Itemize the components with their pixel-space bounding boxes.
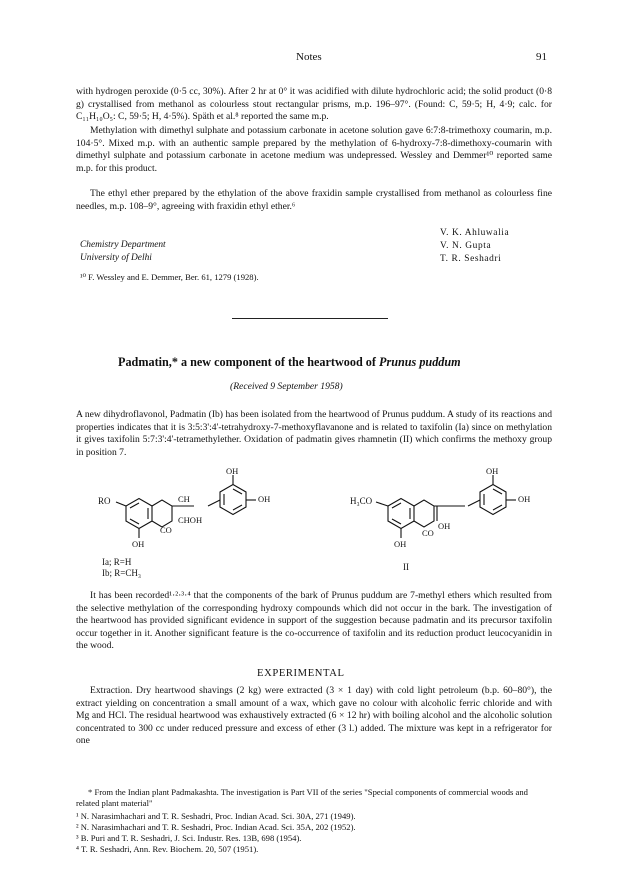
affiliation-university: University of Delhi bbox=[80, 253, 152, 263]
structure-I-choh: CHOH bbox=[178, 515, 203, 525]
structure-I-co: CO bbox=[160, 525, 172, 535]
structure-I-oh-bottom: OH bbox=[132, 539, 145, 549]
footnote-1: ¹ N. Narasimhachari and T. R. Seshadri, Proc. Indian Acad. Sci. 30A, 271 (1949). bbox=[76, 811, 356, 821]
footnote-4: ⁴ T. R. Seshadri, Ann. Rev. Biochem. 20, 507 (1951). bbox=[76, 844, 259, 854]
footnote-3: ³ B. Puri and T. R. Seshadri, J. Sci. Industr. Res. 13B, 698 (1954). bbox=[76, 833, 302, 843]
prev-note-paragraph-3: The ethyl ether prepared by the ethylation of the above fraxidin sample crystallised from methanol as colourless fine needles, m.p. 108–9°, agreeing with fraxidin ethyl ether.⁶ bbox=[76, 188, 552, 212]
structure-II-h3co: H₃CO bbox=[350, 496, 373, 506]
structure-I-label-a: Ia; R=H bbox=[102, 557, 132, 567]
extraction-paragraph: Extraction. Dry heartwood shavings (2 kg) were extracted (3 × 1 day) with cold light petroleum (b.p. 60–80°), the extract yielding on concentration a small amount of a wax, which gave no colour with alcoholic ferric chloride and with Mg and HCl. The residual heartwood was exhaustively extracted (6 × 12 hr) with boiling alcohol and the alcoholic solution concentrated to 300 cc under reduced pressure and excess of ether (3 l.) added. The mixture was kept in a refrigerator for one bbox=[76, 685, 552, 747]
author-2: V. N. Gupta bbox=[440, 241, 492, 251]
chemical-structures bbox=[70, 460, 560, 580]
structure-I-oh-right: OH bbox=[258, 494, 271, 504]
structure-I-ro: RO bbox=[98, 496, 111, 506]
structure-I-label-b: Ib; R=CH₃ bbox=[102, 568, 141, 578]
discussion-paragraph: It has been recorded¹·²·³·⁴ that the components of the bark of Prunus puddum are 7-methyl ethers which resulted from the selective methylation of the corresponding hydroxy compounds which did not occur in the bark. The investigation of the heartwood has provided significant evidence in support of the suggestion because padmatin and its precursor taxifolin occur together in it. Another significant feature is the co-occurrence of taxifolin and its reduction product leucocyanidin in the wood. bbox=[76, 590, 552, 652]
prev-note-footnote: ¹⁰ F. Wessley and E. Demmer, Ber. 61, 1279 (1928). bbox=[80, 272, 259, 282]
structure-I-rings bbox=[116, 475, 256, 538]
intro-paragraph: A new dihydroflavonol, Padmatin (Ib) has been isolated from the heartwood of Prunus puddum. A study of its reactions and properties indicates that it is 3:5:3':4'-tetrahydroxy-7-methoxyflavanone and is related to taxifolin (Ia) since on methylation it gives taxifolin 5:7:3':4'-tetramethylether. Oxidation of padmatin gives rhamnetin (II) which confirms the methoxy group in position 7. bbox=[76, 409, 552, 458]
section-divider bbox=[232, 318, 388, 319]
structure-I-oh-top: OH bbox=[226, 466, 239, 476]
structure-II-oh-top: OH bbox=[486, 466, 499, 476]
running-header: Notes bbox=[296, 51, 322, 63]
author-1: V. K. Ahluwalia bbox=[440, 228, 510, 238]
structure-II-label: II bbox=[403, 562, 409, 572]
footnote-star: * From the Indian plant Padmakashta. The investigation is Part VII of the series "Special components of commercial woods and related plant material" bbox=[76, 787, 528, 808]
prev-note-paragraph-1: with hydrogen peroxide (0·5 cc, 30%). After 2 hr at 0° it was acidified with dilute hydrochloric acid; the solid product (0·8 g) crystallised from methanol as colourless stout rectangular prisms, m.p. 196–97°. (Found: C, 59·5; H, 4·9; calc. for C₁₁H₁₀O₅: C, 59·5; H, 4·5%). Späth et al.⁸ reported the same m.p. bbox=[76, 86, 552, 123]
section-heading-experimental: EXPERIMENTAL bbox=[257, 668, 345, 679]
structure-II-co: CO bbox=[422, 528, 434, 538]
affiliation-department: Chemistry Department bbox=[80, 240, 166, 250]
footnote-2: ² N. Narasimhachari and T. R. Seshadri, Proc. Indian Acad. Sci. 35A, 202 (1952). bbox=[76, 822, 356, 832]
received-date: (Received 9 September 1958) bbox=[230, 381, 343, 392]
prev-note-paragraph-2: Methylation with dimethyl sulphate and potassium carbonate in acetone solution gave 6:7:8-trimethoxy coumarin, m.p. 104·5°. Mixed m.p. with an authentic sample prepared by the methylation of 6-hydroxy-7:8-dimethoxy-coumarin with dimethyl sulphate and potassium carbonate in acetone medium was undepressed. Wessley and Demmer¹⁰ reported same m.p. for this product. bbox=[76, 125, 552, 174]
structure-II-oh-right: OH bbox=[518, 494, 531, 504]
article-title-species: Prunus puddum bbox=[379, 355, 461, 369]
structure-II-oh-bottom: OH bbox=[394, 539, 407, 549]
page-number: 91 bbox=[536, 51, 547, 63]
article-title bbox=[118, 355, 461, 370]
structure-II-oh-ring: OH bbox=[438, 521, 451, 531]
article-title-main: Padmatin,* a new component of the heartwood of bbox=[118, 355, 380, 369]
structure-I-ch: CH bbox=[178, 494, 190, 504]
author-3: T. R. Seshadri bbox=[440, 254, 502, 264]
